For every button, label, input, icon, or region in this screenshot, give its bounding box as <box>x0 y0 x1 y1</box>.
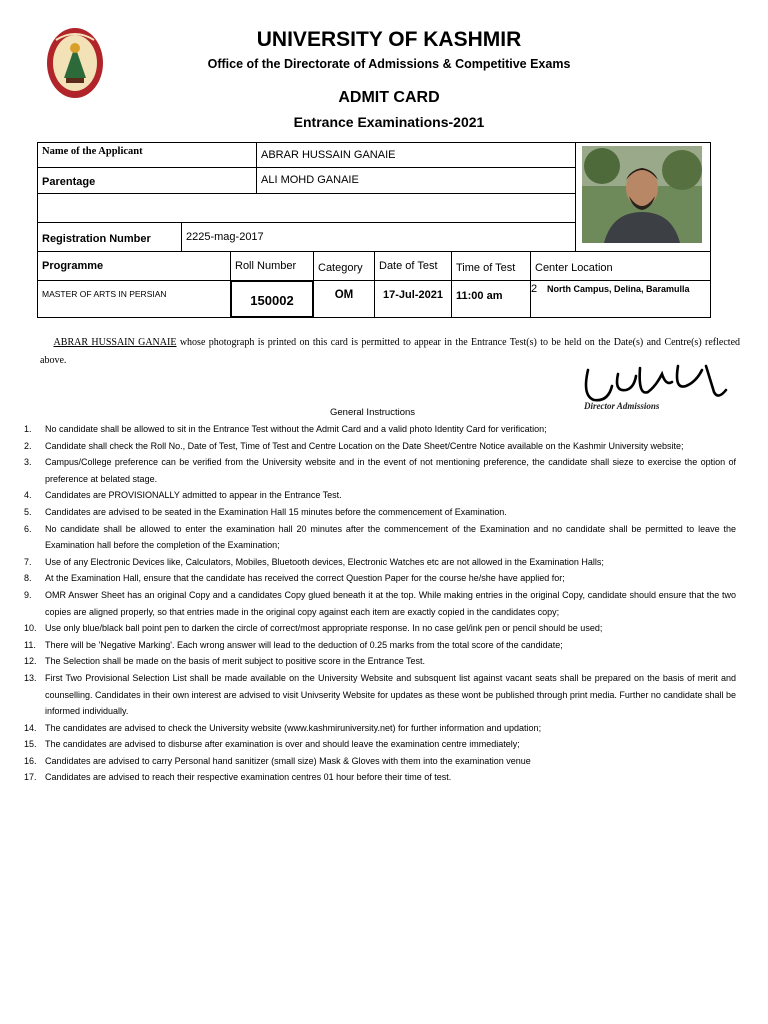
instruction-item: 1. No candidate shall be allowed to sit in the Entrance Test without the Admit Card and a valid photo Identity Card for verification; <box>24 424 547 434</box>
programme-label: Programme <box>37 251 231 281</box>
parentage-label: Parentage <box>37 167 257 194</box>
applicant-photo <box>582 146 702 243</box>
instruction-item: 17. Candidates are advised to reach their respective examination centres 01 hour before their time of test. <box>24 772 452 783</box>
center-number: 2 <box>531 283 538 295</box>
university-name: UNIVERSITY OF KASHMIR <box>256 28 522 51</box>
name-label: Name of the Applicant <box>37 142 257 168</box>
category-value: OM <box>313 280 375 318</box>
roll-number: 150002 <box>230 280 314 318</box>
instruction-item: 13. First Two Provisional Selection List shall be made available on the University Website and subsquent list against vacant seats shall be prepared on the basis of merit and counselling. Candidates in their own interest are advised to visit Univserity Website for updates as these wont be published through print media. Further no candidate shall be informed individually. <box>24 672 736 717</box>
registration-number: 2225-mag-2017 <box>181 222 576 252</box>
instructions-list <box>24 421 736 786</box>
programme-text: MASTER OF ARTS IN PERSIAN <box>42 289 167 299</box>
instruction-item: 8. At the Examination Hall, ensure that the candidate has received the correct Question Paper for the course he/she have applied for; <box>24 573 565 584</box>
date-value: 17-Jul-2021 <box>374 280 452 318</box>
instruction-item: 16. Candidates are advised to carry Personal hand sanitizer (small size) Mask & Gloves with them into the examination venue <box>24 755 531 766</box>
category-label: Category <box>313 251 375 281</box>
center-label: Center Location <box>530 251 711 281</box>
programme-value <box>37 280 231 318</box>
registration-label: Registration Number <box>37 222 182 252</box>
instruction-item: 12. The Selection shall be made on the basis of merit subject to positive score in the Entrance Test. <box>24 656 426 667</box>
center-value <box>530 280 711 318</box>
instructions-title: General Instructions <box>330 407 416 418</box>
signature-label: Director Admissions <box>584 401 660 411</box>
instruction-item: 6. No candidate shall be allowed to enter the examination hall 20 minutes after the commencement of the Examination and no candidate shall be permitted to leave the Examination hall before the completion of the Examination; <box>24 523 736 551</box>
statement-text: whose photograph is printed on this card is permitted to appear in the Entrance Test(s) to be held on the Date(s) and Centre(s) reflected above. <box>40 337 741 366</box>
instruction-item: 4. Candidates are PROVISIONALLY admitted to appear in the Entrance Test. <box>24 490 342 501</box>
date-label: Date of Test <box>374 251 452 281</box>
document-title: ADMIT CARD <box>338 89 440 106</box>
time-value: 11:00 am <box>451 280 531 318</box>
instruction-item: 9. OMR Answer Sheet has an original Copy and a candidates Copy glued beneath it at the top. While making entries in the original Copy, candidate should ensure that the two copies are aligned properly, so that entries made in the original copy against each item are exactly copied in the candidates copy; <box>24 589 736 617</box>
statement-applicant-name: ABRAR HUSSAIN GANAIE <box>53 337 177 348</box>
exam-title: Entrance Examinations-2021 <box>293 114 485 130</box>
instruction-item: 11. There will be 'Negative Marking'. Each wrong answer will lead to the deduction of 0.25 marks from the total score of the candidate; <box>24 639 563 650</box>
blank-row <box>37 193 576 223</box>
roll-label: Roll Number <box>230 251 314 281</box>
instruction-item: 5. Candidates are advised to be seated in the Examination Hall 15 minutes before the commencement of Examination. <box>24 506 507 517</box>
parentage-value: ALI MOHD GANAIE <box>256 167 576 194</box>
instruction-item: 3. Campus/College preference can be verified from the University website and in the event of not mentioning preference, the candidate shall sieze to exercise the option of preference at belated stage. <box>24 457 736 484</box>
time-label: Time of Test <box>451 251 531 281</box>
applicant-name: ABRAR HUSSAIN GANAIE <box>256 142 576 168</box>
instruction-item: 2. Candidate shall check the Roll No., Date of Test, Time of Test and Centre Location on the Date Sheet/Centre Notice available on the Kashmir University website; <box>24 440 684 451</box>
instruction-item: 10. Use only blue/black ball point pen to darken the circle of correct/most appropriate response. In no case gel/ink pen or pencil should be used; <box>24 623 603 634</box>
instruction-item: 14. The candidates are advised to check the University website (www.kashmiruniversity.net) for further information and updation; <box>24 722 542 733</box>
instruction-item: 7. Use of any Electronic Devices like, Calculators, Mobiles, Bluetooth devices, Electronic Watches etc are not allowed in the Examination Halls; <box>24 556 604 567</box>
center-location: North Campus, Delina, Baramulla <box>547 284 690 294</box>
office-name: Office of the Directorate of Admissions & Competitive Exams <box>207 57 571 71</box>
instruction-item: 15. The candidates are advised to disburse after examination is over and should leave the examination centre immediately; <box>24 739 520 750</box>
